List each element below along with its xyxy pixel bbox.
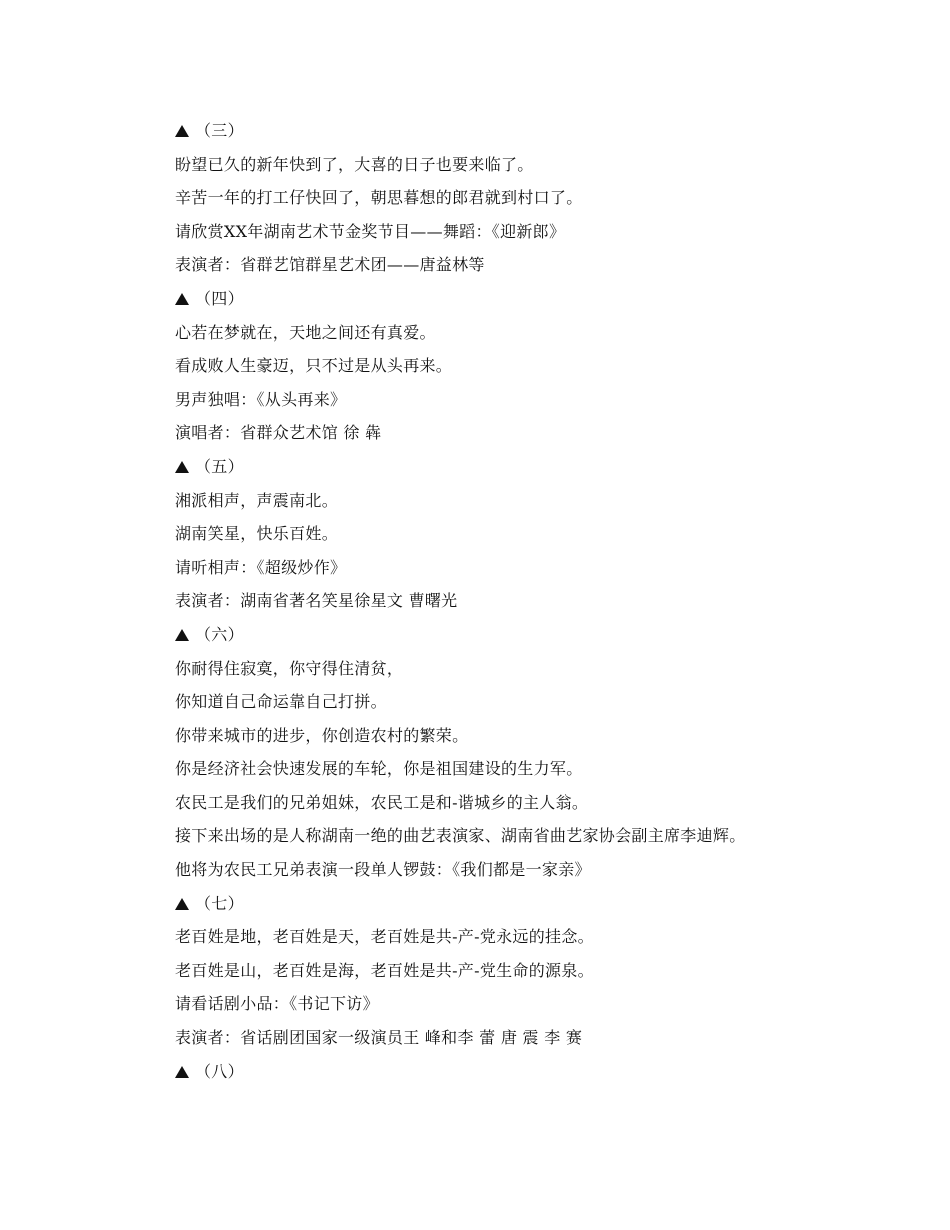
text-line: 盼望已久的新年快到了，大喜的日子也要来临了。 bbox=[175, 154, 534, 174]
triangle-bullet-icon bbox=[175, 293, 189, 305]
document-body bbox=[175, 114, 935, 1088]
section-heading-text: （五） bbox=[195, 456, 244, 476]
text-line: 请看话剧小品：《书记下访》 bbox=[175, 994, 379, 1014]
performer-line: 表演者：省话剧团国家一级演员王 峰和李 蕾 唐 震 李 赛 bbox=[175, 1028, 583, 1048]
performer-line: 表演者：省群艺馆群星艺术团——唐益林等 bbox=[175, 255, 485, 275]
section-heading-text: （七） bbox=[195, 893, 244, 913]
text-line: 你耐得住寂寞，你守得住清贫， bbox=[175, 658, 404, 678]
triangle-bullet-icon bbox=[175, 125, 189, 137]
text-line: 接下来出场的是人称湖南一绝的曲艺表演家、湖南省曲艺家协会副主席李迪辉。 bbox=[175, 826, 746, 846]
triangle-bullet-icon bbox=[175, 1066, 189, 1078]
text-line: 老百姓是山，老百姓是海，老百姓是共-产-党生命的源泉。 bbox=[175, 960, 594, 980]
triangle-bullet-icon bbox=[175, 461, 189, 473]
text-line: 湘派相声，声震南北。 bbox=[175, 490, 339, 510]
text-line: 湖南笑星，快乐百姓。 bbox=[175, 524, 339, 544]
section-heading-4 bbox=[175, 282, 935, 316]
text-line: 心若在梦就在，天地之间还有真爱。 bbox=[175, 322, 436, 342]
triangle-bullet-icon bbox=[175, 898, 189, 910]
triangle-bullet-icon bbox=[175, 629, 189, 641]
section-heading-text: （四） bbox=[195, 288, 244, 308]
section-heading-8 bbox=[175, 1055, 935, 1089]
text-line: 男声独唱：《从头再来》 bbox=[175, 389, 347, 409]
text-line: 你知道自己命运靠自己打拼。 bbox=[175, 692, 387, 712]
text-line: 你是经济社会快速发展的车轮，你是祖国建设的生力军。 bbox=[175, 759, 583, 779]
performer-line: 演唱者：省群众艺术馆 徐 犇 bbox=[175, 423, 382, 443]
text-line: 看成败人生豪迈，只不过是从头再来。 bbox=[175, 356, 453, 376]
section-heading-6 bbox=[175, 618, 935, 652]
performer-line: 表演者：湖南省著名笑星徐星文 曹曙光 bbox=[175, 591, 458, 611]
section-heading-3 bbox=[175, 114, 935, 148]
text-line: 你带来城市的进步，你创造农村的繁荣。 bbox=[175, 725, 469, 745]
text-line: 辛苦一年的打工仔快回了，朝思暮想的郎君就到村口了。 bbox=[175, 188, 583, 208]
text-line: 请听相声：《超级炒作》 bbox=[175, 557, 347, 577]
section-heading-7 bbox=[175, 887, 935, 921]
section-heading-text: （六） bbox=[195, 624, 244, 644]
section-heading-5 bbox=[175, 450, 935, 484]
text-line: 老百姓是地，老百姓是天，老百姓是共-产-党永远的挂念。 bbox=[175, 927, 594, 947]
text-line: 农民工是我们的兄弟姐妹，农民工是和-谐城乡的主人翁。 bbox=[175, 792, 589, 812]
section-heading-text: （三） bbox=[195, 121, 244, 140]
section-heading-text: （八） bbox=[195, 1061, 244, 1081]
text-line: 他将为农民工兄弟表演一段单人锣鼓：《我们都是一家亲》 bbox=[175, 860, 591, 880]
text-line: 请欣赏XX年湖南艺术节金奖节目——舞蹈：《迎新郎》 bbox=[175, 221, 566, 241]
